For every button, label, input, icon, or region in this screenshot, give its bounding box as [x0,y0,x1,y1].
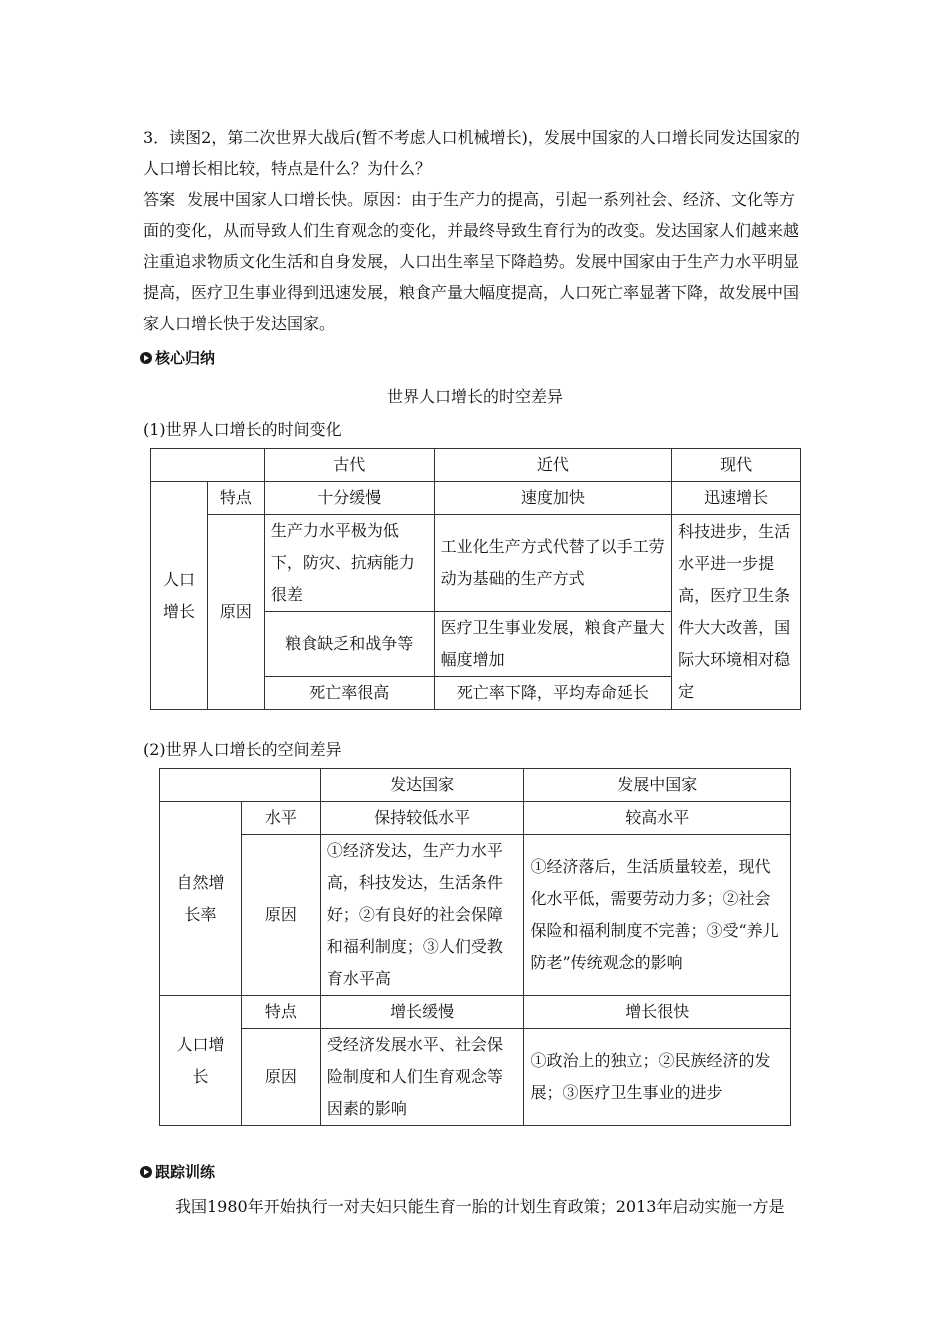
row-group-label [160,996,242,1126]
table-cell: 工业化生产方式代替了以手工劳动为基础的生产方式 [434,515,672,612]
row-label: 特点 [207,482,264,515]
row-group-text: 人口增长 [176,1034,225,1086]
table-cell: 增长缓慢 [320,996,524,1029]
training-text: 我国1980年开始执行一对夫妇只能生育一胎的计划生育政策；2013年启动实施一方是 [175,1197,785,1216]
section-heading-core [140,347,215,368]
row-label: 特点 [241,996,320,1029]
table2-subtitle: (2)世界人口增长的空间差异 [143,740,342,759]
table-cell: 较高水平 [524,802,791,835]
section-heading-training [140,1161,215,1182]
table-cell: ①经济发达，生产力水平高，科技发达，生活条件好；②有良好的社会保障和福利制度；③人们受教育水平高 [320,835,524,996]
play-circle-icon [140,1166,152,1178]
col-header: 近代 [434,449,672,482]
play-circle-icon [140,352,152,364]
summary-title: 世界人口增长的时空差异 [386,387,563,406]
table-cell: ①政治上的独立；②民族经济的发展；③医疗卫生事业的进步 [524,1029,791,1126]
table1-subtitle: (1)世界人口增长的时间变化 [143,420,342,439]
row-label: 原因 [241,835,320,996]
row-label: 原因 [241,1029,320,1126]
table-cell: 受经济发展水平、社会保险制度和人们生育观念等因素的影响 [320,1029,524,1126]
row-group-label [160,802,242,996]
col-header: 发达国家 [320,769,524,802]
col-header: 现代 [672,449,801,482]
question-text: 3．读图2，第二次世界大战后(暂不考虑人口机械增长)，发展中国家的人口增长同发达国家的人口增长相比较，特点是什么？为什么？ [143,128,800,178]
time-change-table [150,448,801,710]
table-cell: ①经济落后，生活质量较差，现代化水平低，需要劳动力多；②社会保险和福利制度不完善；③受“养儿防老”传统观念的影响 [524,835,791,996]
table-cell: 死亡率下降，平均寿命延长 [434,677,672,710]
answer-label: 答案 [143,190,176,209]
row-label: 原因 [207,515,264,710]
table-cell: 增长很快 [524,996,791,1029]
answer-paragraph [143,184,809,339]
space-difference-table [159,768,791,1126]
row-label: 水平 [241,802,320,835]
col-header: 古代 [264,449,434,482]
table-cell: 迅速增长 [672,482,801,515]
row-group-text: 自然增长率 [176,872,225,924]
row-group-text: 人口增长 [162,569,195,621]
table-corner-cell [151,449,265,482]
col-header: 发展中国家 [524,769,791,802]
table-cell: 速度加快 [434,482,672,515]
table-cell: 科技进步，生活水平进一步提高，医疗卫生条件大大改善，国际大环境相对稳定 [672,515,801,710]
table-cell: 生产力水平极为低下，防灾、抗病能力很差 [264,515,434,612]
table-cell: 粮食缺乏和战争等 [264,612,434,677]
table-cell: 死亡率很高 [264,677,434,710]
answer-text: 发展中国家人口增长快。原因：由于生产力的提高，引起一系列社会、经济、文化等方面的变化，从而导致人们生育观念的变化，并最终导致生育行为的改变。发达国家人们越来越注重追求物质文化生活和自身发展，人口出生率呈下降趋势。发展中国家由于生产力水平明显提高，医疗卫生事业得到迅速发展，粮食产量大幅度提高，人口死亡率显著下降，故发展中国家人口增长快于发达国家。 [143,190,800,333]
section-heading-label: 跟踪训练 [155,1163,216,1181]
table-corner-cell [160,769,321,802]
table-cell: 十分缓慢 [264,482,434,515]
table-cell: 保持较低水平 [320,802,524,835]
section-heading-label: 核心归纳 [155,349,216,367]
row-group-label [151,482,208,710]
table-cell: 医疗卫生事业发展，粮食产量大幅度增加 [434,612,672,677]
